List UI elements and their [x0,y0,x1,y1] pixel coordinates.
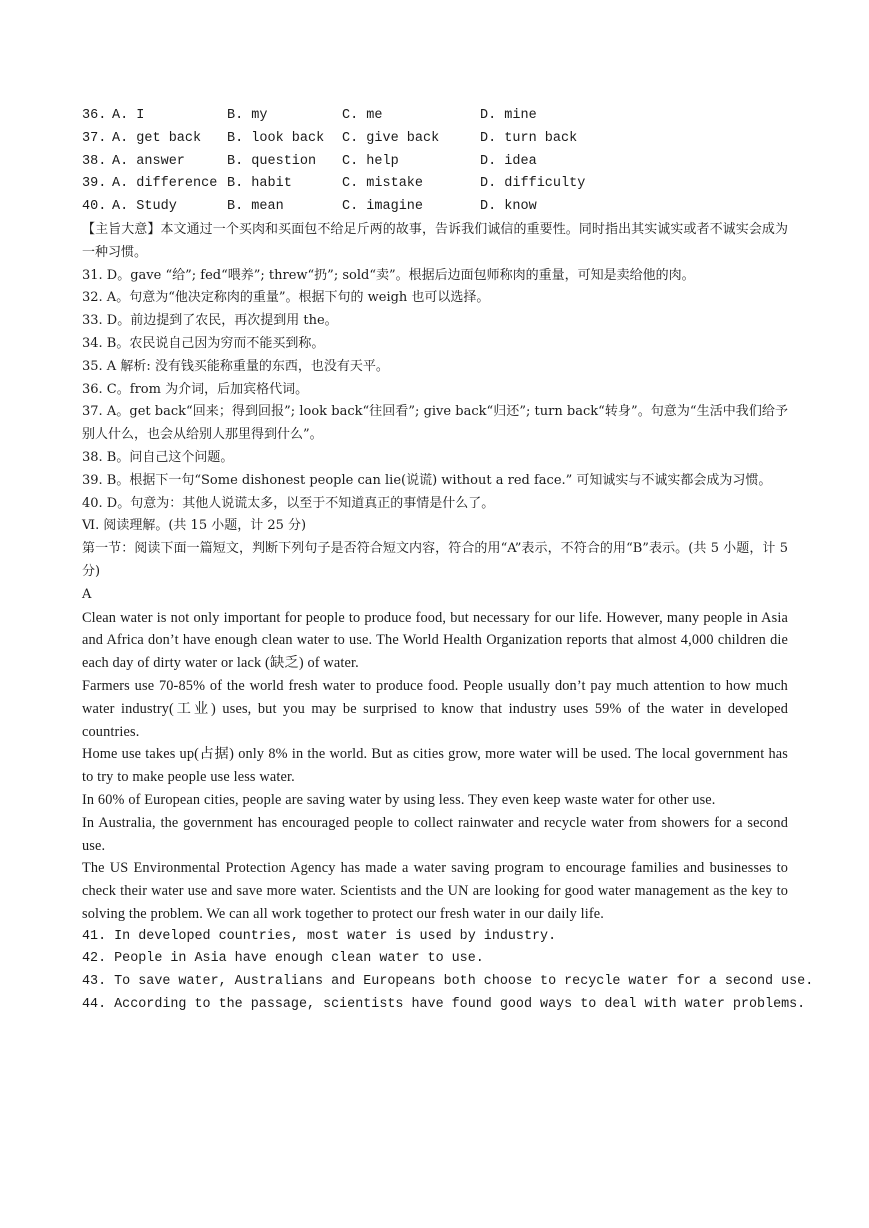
explanation-item: 38. B。问自己这个问题。 [82,449,234,465]
option-row [82,128,788,151]
option-c: C. give back [342,130,440,146]
explanation-item: 35. A 解析: 没有钱买能称重量的东西，也没有天平。 [82,358,389,374]
option-b: B. question [227,153,317,169]
option-c: C. help [342,153,399,169]
option-c: C. me [342,108,383,123]
section-instruction: 第一节：阅读下面一篇短文，判断下列句子是否符合短文内容，符合的用“A”表示，不符合的用“B”表示。(共 5 小题，计 5 分) [82,541,788,579]
option-c: C. imagine [342,199,424,215]
passage-label: A [82,586,92,602]
question-item: 42. People in Asia have enough clean water to use. [82,951,484,967]
explanation-item: 31. D。gave “给”; fed“喂养”; threw“扔”; sold“卖”。根据后边面包师称肉的重量，可知是卖给他的肉。 [82,267,695,283]
option-d: D. difficulty [480,176,586,192]
reading-passage [82,607,788,926]
explanation-item: 36. C。from 为介词，后加宾格代词。 [82,381,309,397]
explanation-item: 39. B。根据下一句“Some dishonest people can lie(说谎) without a red face.” 可知诚实与不诚实都会成为习惯。 [82,472,772,488]
passage-paragraph: Home use takes up(占据) only 8% in the world. But as cities grow, more water will be used. The local government has to try to make people use less water. [82,746,788,786]
passage-paragraph: In Australia, the government has encouraged people to collect rainwater and recycle water from showers for a second use. [82,814,788,854]
option-d: D. know [480,199,537,215]
option-a: A. Study [112,199,177,215]
explanation-item: 37. A。get back“回来；得到回报”; look back“往回看”; give back“归还”; turn back“转身”。句意为“生活中我们给予别人什么，也会从给别人那里得到什么”。 [82,404,788,443]
question-number: 40. [82,199,107,215]
question-number: 37. [82,130,107,146]
explanation-item: 40. D。句意为：其他人说谎太多，以至于不知道真正的事情是什么了。 [82,495,495,511]
option-b: B. look back [227,130,325,146]
option-d: D. mine [480,108,537,123]
question-item: 44. According to the passage, scientists have found good ways to deal with water problems. [82,997,806,1013]
option-b: B. mean [227,199,284,215]
option-a: A. difference [112,176,218,192]
judgement-questions [82,926,814,1017]
main-idea-summary: 【主旨大意】本文通过一个买肉和买面包不给足斤两的故事，告诉我们诚信的重要性。同时指出其实诚实或者不诚实会成为一种习惯。 [82,221,788,260]
option-a: A. I [112,108,145,123]
option-b: B. habit [227,176,292,192]
option-a: A. answer [112,153,185,169]
question-item: 41. In developed countries, most water is used by industry. [82,928,557,944]
options-block [82,105,788,219]
passage-paragraph: The US Environmental Protection Agency has made a water saving program to encourage families and businesses to check their water use and save more water. Scientists and the UN are looking for good water management as the key to solving the problem. We can all work together to protect our fresh water in our daily life. [82,860,788,922]
explanation-item: 33. D。前边提到了农民，再次提到用 the。 [82,313,338,329]
option-d: D. idea [480,153,537,169]
option-row [82,105,788,128]
passage-paragraph: Farmers use 70-85% of the world fresh water to produce food. People usually don’t pay much attention to how much water industry(工业) uses, but you may be surprised to know that industry uses 59% of the water in developed countries. [82,677,788,740]
option-row [82,173,788,196]
option-row [82,196,788,219]
option-a: A. get back [112,130,202,146]
explanation-item: 34. B。农民说自己因为穷而不能买到称。 [82,335,325,351]
passage-paragraph: In 60% of European cities, people are saving water by using less. They even keep waste water for other use. [82,791,716,808]
passage-paragraph: Clean water is not only important for people to produce food, but necessary for our life. However, many people in Asia and Africa don’t have enough clean water to use. The World Health Organization reports that almost 4,000 children die each day of dirty water or lack (缺乏) of water. [82,609,788,672]
question-item: 43. To save water, Australians and Europeans both choose to recycle water for a second use. [82,974,814,990]
explanation-item: 32. A。句意为“他决定称肉的重量”。根据下句的 weigh 也可以选择。 [82,290,490,306]
option-b: B. my [227,108,268,123]
answer-explanations [82,265,788,516]
question-number: 39. [82,176,107,192]
section-title: Ⅵ. 阅读理解。(共 15 小题，计 25 分) [82,518,307,534]
document-page [82,105,814,1017]
question-number: 36. [82,108,107,123]
option-d: D. turn back [480,130,578,146]
option-c: C. mistake [342,176,424,192]
question-number: 38. [82,153,107,169]
option-row [82,151,788,174]
